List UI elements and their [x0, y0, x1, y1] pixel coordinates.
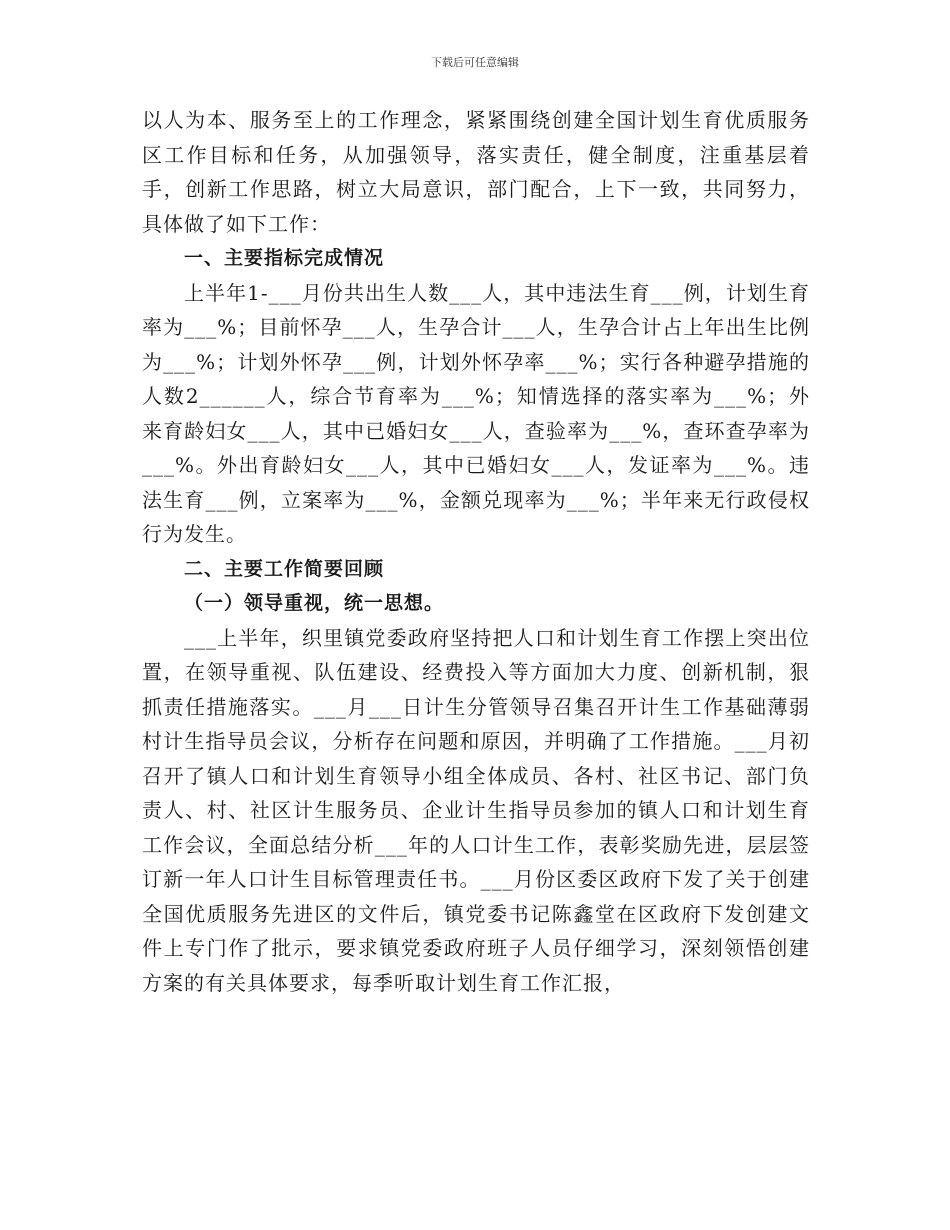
section-heading-1: 一、主要指标完成情况 — [184, 247, 385, 269]
subsection-heading-1: （一）领导重视，统一思想。 — [184, 592, 445, 614]
stats-paragraph: 上半年1-___月份共出生人数___人，其中违法生育___例，计划生育率为___%；目前怀孕___人，生孕合计___人，生孕合计占上年出生比例为___%；计划外怀孕___例，计划外怀孕率___%；实行各种避孕措施的人数2______人，综合节育率为___%；知情选择的落实率为___%；外来育龄妇女___人，其中已婚妇女___人，查验率为___%，查环查孕率为___%。外出育龄妇女___人，其中已婚妇女___人，发证率为___%。违法生育___例，立案率为___%，金额兑现率为___%；半年来无行政侵权行为发生。 — [142, 280, 810, 546]
section-heading-2: 二、主要工作简要回顾 — [184, 557, 385, 580]
intro-paragraph: 以人为本、服务至上的工作理念，紧紧围绕创建全国计划生育优质服务区工作目标和任务，从加强领导，落实责任，健全制度，注重基层着手，创新工作思路，树立大局意识，部门配合，上下一致，共同努力，具体做了如下工作： — [142, 108, 810, 236]
document-body — [142, 103, 810, 1000]
page-header: 下载后可任意编辑 — [431, 56, 519, 69]
review-paragraph: ___上半年，织里镇党委政府坚持把人口和计划生育工作摆上突出位置，在领导重视、队伍建设、经费投入等方面加大力度、创新机制，狠抓责任措施落实。___月___日计生分管领导召集召开计生工作基础薄弱村计生指导员会议，分析存在问题和原因，并明确了工作措施。___月初召开了镇人口和计划生育领导小组全体成员、各村、社区书记、部门负责人、村、社区计生服务员、企业计生指导员参加的镇人口和计划生育工作会议，全面总结分析___年的人口计生工作，表彰奖励先进，层层签订新一年人口计生目标管理责任书。___月份区委区政府下发了关于创建全国优质服务先进区的文件后，镇党委书记陈鑫堂在区政府下发创建文件上专门作了批示，要求镇党委政府班子人员仔细学习，深刻领悟创建方案的有关具体要求，每季听取计划生育工作汇报， — [142, 625, 810, 995]
